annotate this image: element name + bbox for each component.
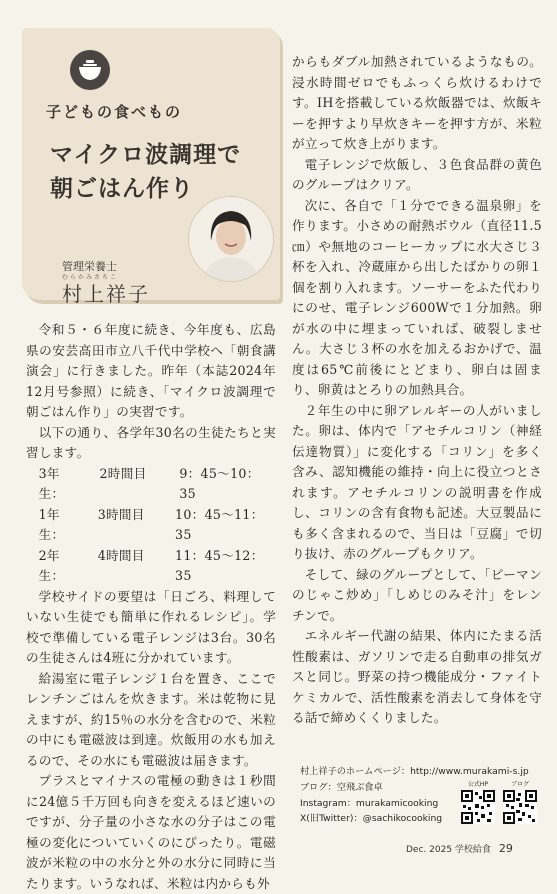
paragraph: プラスとマイナスの電極の動きは１秒間に24億５千万回も向きを変えるほど速いのですが、分子量の小さな水の分子はこの電極の変化についていくのにぴったり。電磁波が米粒の中の水分と外の水分に同時に当たります。いうなれば、米粒は内からも外 [26, 773, 276, 891]
author-name: 村上祥子 [62, 282, 150, 306]
paragraph: 令和５・６年度に続き、今年度も、広島県の安芸高田市立八千代中学校へ「朝食講演会」に行きました。昨年（本誌2024年12月号参照）に続き、「マイクロ波調理で朝ごはん作り」の実習です。 [26, 322, 276, 419]
schedule-row: 3年生： 2時間目 9：45〜10：35 [38, 465, 260, 501]
paragraph: 次に、各自で「１分でできる温泉卵」を作ります。小さめの耐熱ボウル（直径11.5㎝）や無地のコーヒーカップに水大さじ３杯を入れ、冷蔵庫から出したばかりの卵１個を割り入れます。ソーサーをふた代わりにのせ、電子レンジ600Wで１分加熱。卵が水の中に埋まっていれば、破裂しません。大さじ３杯の水を加えるおかげで、温度は65℃前後にとどまり、卵白は固まり、卵黄はとろりの加熱具合。 [292, 197, 542, 397]
homepage-qr[interactable] [461, 779, 495, 824]
homepage-link[interactable]: 村上祥子のホームページ：http://www.murakami-s.jp [300, 766, 529, 777]
article-left-column [26, 320, 276, 894]
paragraph: そして、緑のグループとして、「ピーマンのじゃこ炒め」「しめじのみそ汁」をレンチンで。 [292, 566, 542, 623]
paragraph: ２年生の中に卵アレルギーの人がいました。卵は、体内で「アセチルコリン（神経伝達物質）」に変化する「コリン」を多く含み、認知機能の維持・向上に役立つとされます。アセチルコリンの説明書を作成し、コリンの含有食物も記述。大豆製品にも多く含まれるので、当日は「豆腐」で切り抜け、赤のグループもクリア。 [292, 402, 542, 561]
qr-code-icon [503, 790, 537, 824]
paragraph: からもダブル加熱されているようなもの。浸水時間ゼロでもふっくら炊けるわけです。IHを搭載している炊飯器では、炊飯キーを押すより早炊きキーを押す方が、米粒が立って炊き上がります。 [292, 54, 542, 151]
paragraph: エネルギー代謝の結果、体内にたまる活性酸素は、ガソリンで走る自動車の排気ガスと同じ。野菜の持つ機能成分・ファイトケミカルで、活性酸素を消去して身体を守る話で締めくくりました。 [292, 628, 542, 725]
paragraph: 以下の通り、各学年30名の生徒たちと実習します。 [26, 424, 276, 460]
qr-code-icon [461, 790, 495, 824]
qr-label: 公式HP [467, 781, 489, 788]
title-line-2: 朝ごはん作り [50, 176, 194, 202]
twitter-link[interactable]: X(旧Twitter)：@sachikocooking [300, 813, 443, 825]
schedule-row: 2年生： 4時間目 11：45〜12：35 [38, 547, 264, 583]
page-footer [406, 842, 513, 855]
series-label: 子どもの食べもの [46, 103, 183, 121]
author-role: 管理栄養士 [62, 260, 117, 273]
paragraph: 給湯室に電子レンジ１台を置き、ここでレンチンごはんを炊きます。米は乾物に見えますが、約15％の水分を含むので、米粒の中にも電磁波は到達。炊飯用の水も加えるので、その水にも電磁波は届きます。 [26, 670, 276, 768]
class-schedule [26, 464, 276, 587]
title-line-1: マイクロ波調理で [50, 142, 242, 168]
author-ruby: むらかみさちこ [62, 274, 119, 281]
paragraph: 学校サイドの要望は「日ごろ、料理していない生徒でも簡単に作れるレシピ」。学校で準備している電子レンジは3台。30名の生徒さんは4班に分かれています。 [26, 588, 276, 665]
article-right-column [292, 52, 542, 729]
blog-qr[interactable] [503, 779, 537, 824]
page-number: 29 [498, 842, 513, 855]
article-title [50, 138, 290, 206]
issue-label: Dec. 2025 学校給食 [406, 845, 491, 855]
blog-link[interactable]: ブログ：空飛ぶ食卓 [300, 781, 383, 793]
schedule-row: 1年生： 3時間目 10：45〜11：35 [38, 506, 264, 542]
paragraph: 電子レンジで炊飯し、３色食品群の黄色のグループはクリア。 [292, 156, 542, 192]
rice-bowl-icon [70, 50, 110, 90]
instagram-link[interactable]: Instagram：murakamicooking [300, 797, 439, 809]
author-portrait [188, 196, 274, 282]
qr-label: ブログ [510, 781, 529, 788]
